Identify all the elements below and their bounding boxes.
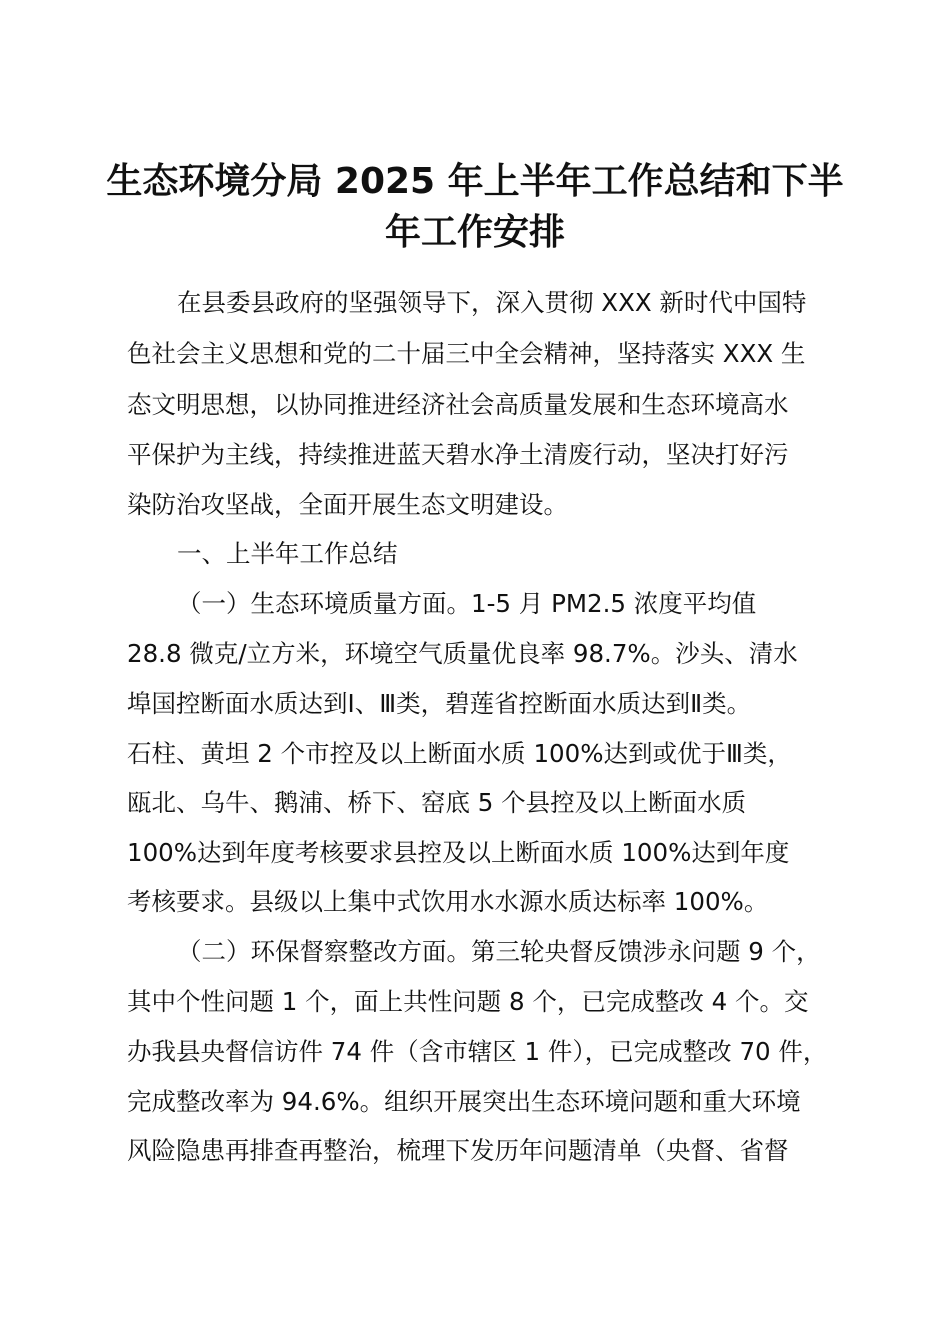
section-2-paragraph-line: 完成整改率为 94.6%。组织开展突出生态环境问题和重大环境 <box>127 1087 801 1116</box>
section-2-paragraph-line: 风险隐患再排查再整治，梳理下发历年问题清单（央督、省督 <box>127 1136 789 1165</box>
section-2-paragraph-line: 办我县央督信访件 74 件（含市辖区 1 件），已完成整改 70 件， <box>127 1037 828 1066</box>
section-heading: 一、上半年工作总结 <box>177 539 398 568</box>
section-1-paragraph-line: 石柱、黄坦 2 个市控及以上断面水质 100%达到或优于Ⅲ类， <box>127 739 792 768</box>
section-1-paragraph-line: （一）生态环境质量方面。1-5 月 PM2.5 浓度平均值 <box>177 589 757 618</box>
intro-paragraph-line: 在县委县政府的坚强领导下，深入贯彻 XXX 新时代中国特 <box>177 288 807 317</box>
section-1-paragraph-line: 28.8 微克/立方米，环境空气质量优良率 98.7%。沙头、清水 <box>127 639 798 668</box>
section-1-paragraph-line: 埠国控断面水质达到Ⅰ、Ⅲ类，碧莲省控断面水质达到Ⅱ类。 <box>127 689 752 718</box>
section-2-paragraph-line: 其中个性问题 1 个，面上共性问题 8 个，已完成整改 4 个。交 <box>127 987 809 1016</box>
intro-paragraph-line: 态文明思想，以协同推进经济社会高质量发展和生态环境高水 <box>127 390 789 419</box>
document-title-line-2: 年工作安排 <box>384 212 565 253</box>
intro-paragraph-line: 色社会主义思想和党的二十届三中全会精神，坚持落实 XXX 生 <box>127 339 806 368</box>
intro-paragraph-line: 染防治攻坚战，全面开展生态文明建设。 <box>127 490 568 519</box>
document-title-line-1: 生态环境分局 2025 年上半年工作总结和下半 <box>106 161 844 202</box>
section-1-paragraph-line: 100%达到年度考核要求县控及以上断面水质 100%达到年度 <box>127 838 790 867</box>
intro-paragraph-line: 平保护为主线，持续推进蓝天碧水净土清废行动，坚决打好污 <box>127 440 789 469</box>
section-2-paragraph-line: （二）环保督察整改方面。第三轮央督反馈涉永问题 9 个， <box>177 937 821 966</box>
section-1-paragraph-line: 瓯北、乌牛、鹅浦、桥下、窑底 5 个县控及以上断面水质 <box>127 788 747 817</box>
section-1-paragraph-line: 考核要求。县级以上集中式饮用水水源水质达标率 100%。 <box>127 887 769 916</box>
